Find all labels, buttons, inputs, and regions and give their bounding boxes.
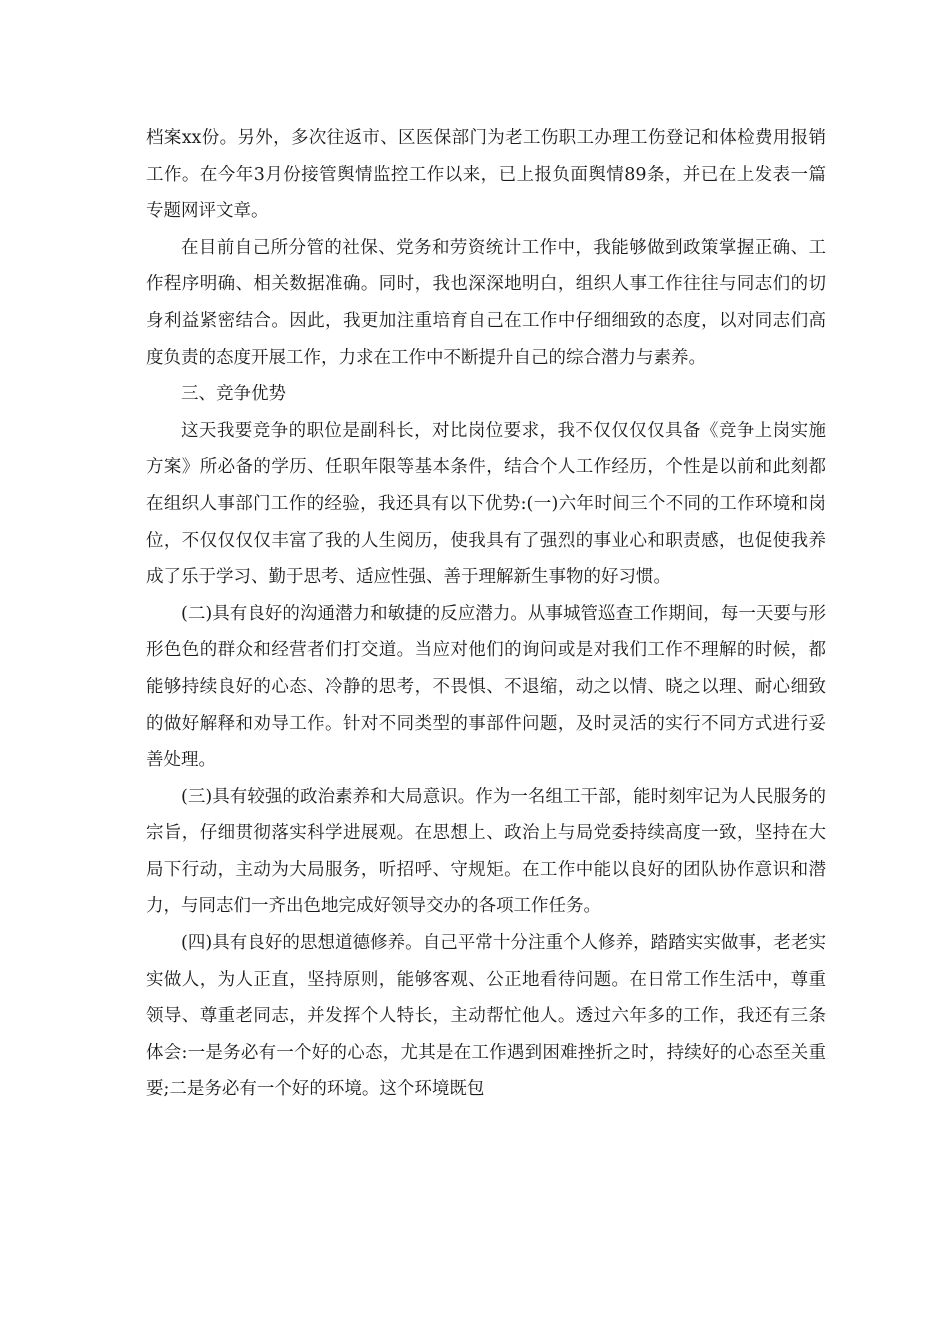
- paragraph: 在目前自己所分管的社保、党务和劳资统计工作中，我能够做到政策掌握正确、工作程序明确、相关数据准确。同时，我也深深地明白，组织人事工作往往与同志们的切身利益紧密结合。因此，我更加注重培育自己在工作中仔细细致的态度，以对同志们高度负责的态度开展工作，力求在工作中不断提升自己的综合潜力与素养。: [146, 237, 826, 368]
- document-body: [146, 120, 826, 1108]
- paragraph: 这天我要竞争的职位是副科长，对比岗位要求，我不仅仅仅仅具备《竞争上岗实施方案》所必备的学历、任职年限等基本条件，结合个人工作经历，个性是以前和此刻都在组织人事部门工作的经验，我还具有以下优势:(一)六年时间三个不同的工作环境和岗位，不仅仅仅仅丰富了我的人生阅历，使我具有了强烈的事业心和职责感，也促使我养成了乐于学习、勤于思考、适应性强、善于理解新生事物的好习惯。: [146, 420, 826, 588]
- paragraph: (三)具有较强的政治素养和大局意识。作为一名组工干部，能时刻牢记为人民服务的宗旨，仔细贯彻落实科学进展观。在思想上、政治上与局党委持续高度一致，坚持在大局下行动，主动为大局服务，听招呼、守规矩。在工作中能以良好的团队协作意识和潜力，与同志们一齐出色地完成好领导交办的各项工作任务。: [146, 786, 826, 917]
- section-heading: 三、竞争优势: [181, 384, 286, 405]
- paragraph: (二)具有良好的沟通潜力和敏捷的反应潜力。从事城管巡查工作期间，每一天要与形形色色的群众和经营者们打交道。当应对他们的询问或是对我们工作不理解的时候，都能够持续良好的心态、冷静的思考，不畏惧、不退缩，动之以情、晓之以理、耐心细致的做好解释和劝导工作。针对不同类型的事部件问题，及时灵活的实行不同方式进行妥善处理。: [146, 603, 826, 771]
- paragraph: (四)具有良好的思想道德修养。自己平常十分注重个人修养，踏踏实实做事，老老实实做人，为人正直，坚持原则，能够客观、公正地看待问题。在日常工作生活中，尊重领导、尊重老同志，并发挥个人特长，主动帮忙他人。透过六年多的工作，我还有三条体会:一是务必有一个好的心态，尤其是在工作遇到困难挫折之时，持续好的心态至关重要;二是务必有一个好的环境。这个环境既包: [146, 933, 826, 1100]
- paragraph-continued: 档案xx份。另外，多次往返市、区医保部门为老工伤职工办理工伤登记和体检费用报销工作。在今年3月份接管舆情监控工作以来，已上报负面舆情89条，并已在上发表一篇专题网评文章。: [146, 128, 826, 222]
